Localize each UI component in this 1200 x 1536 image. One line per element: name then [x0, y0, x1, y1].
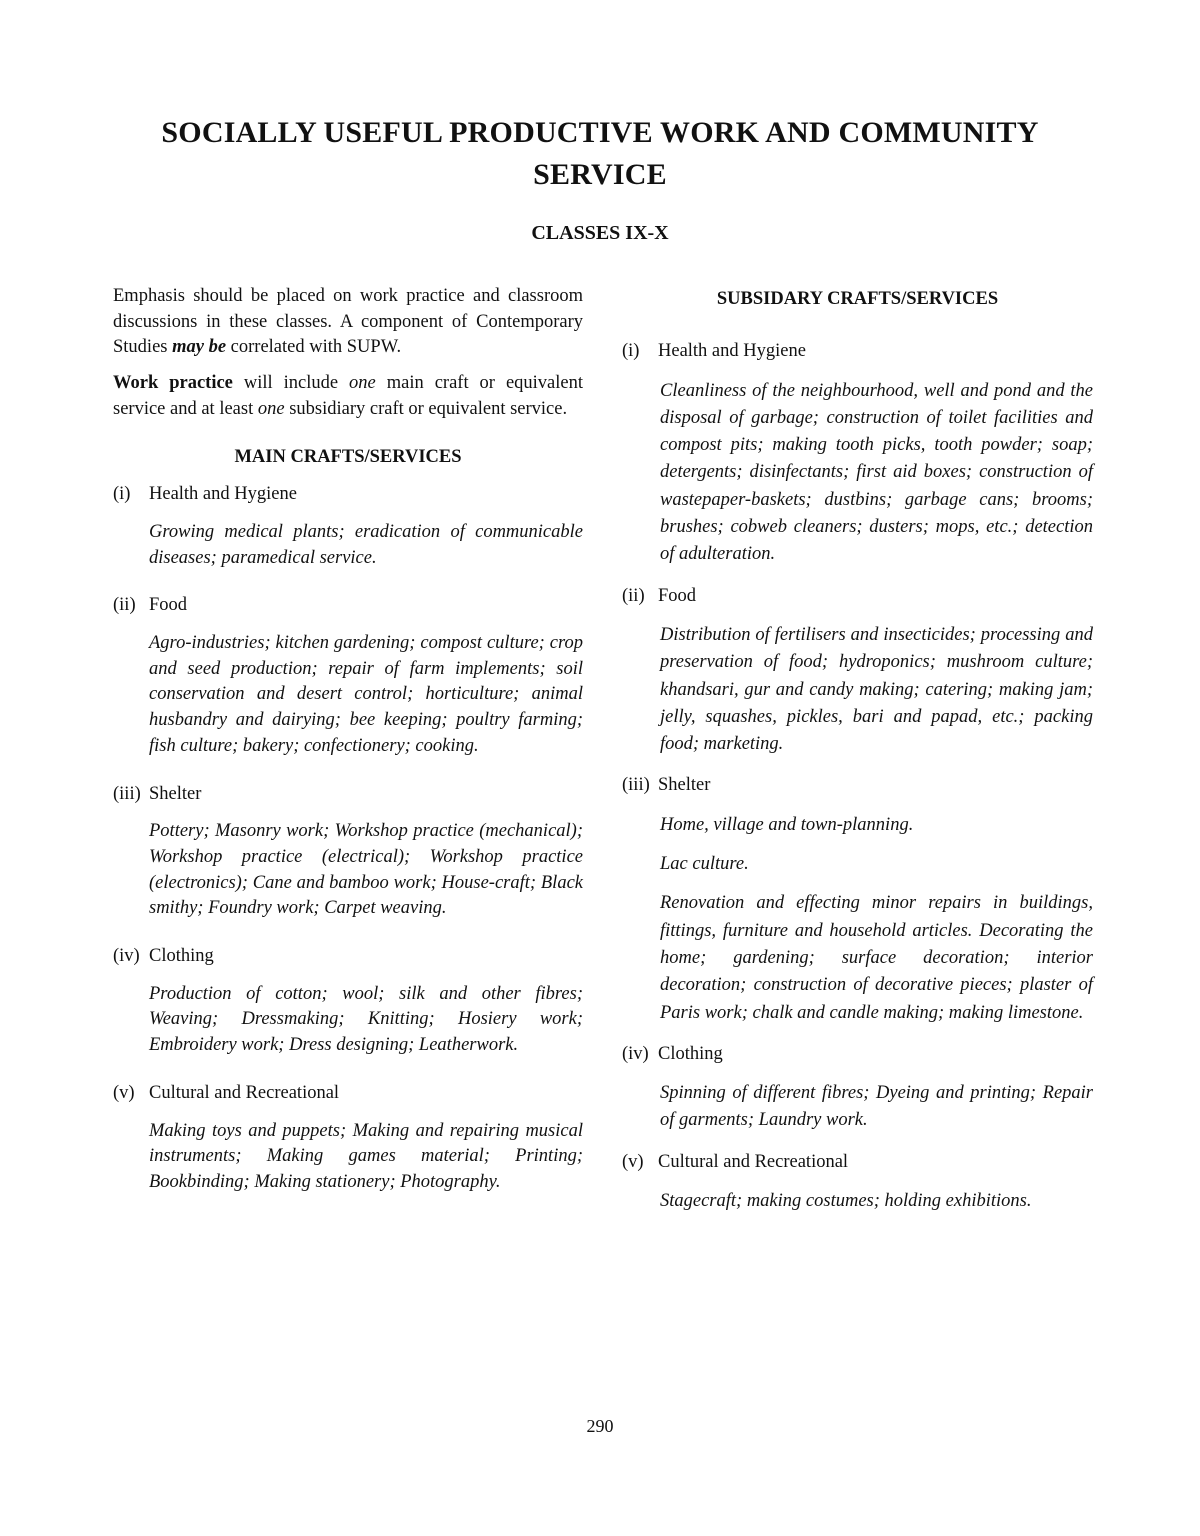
subsidiary-crafts-list	[622, 338, 1093, 1215]
item-description: Making toys and puppets; Making and repairing musical instruments; Making games material; Printing; Bookbinding; Making stationery; Photography.	[149, 1120, 583, 1192]
item-heading	[113, 944, 583, 970]
item-number: (ii)	[113, 595, 136, 616]
item-description: Cleanliness of the neighbourhood, well and pond and the disposal of garbage; construction of toilet facilities and compost pits; making tooth picks, tooth powder; soap; detergents; disinfectants; first aid boxes; construction of wastepaper-baskets; dustbins; garbage cans; brooms; brushes; cobweb cleaners; dusters; mops, etc.; detection of adulteration.	[660, 380, 1093, 565]
item-number: (iv)	[622, 1043, 649, 1064]
item-title: Food	[658, 585, 697, 606]
list-item	[113, 944, 583, 1059]
intro-paragraph-1	[113, 284, 583, 361]
item-description: Renovation and effecting minor repairs in buildings, fittings, furniture and household articles. Decorating the home; gardening; surface decoration; interior decoration; construction of decorative pieces; plaster of Paris work; chalk and candle making; making limestone.	[660, 893, 1093, 1023]
intro-emphasis: one	[349, 373, 376, 394]
item-heading	[113, 782, 583, 808]
item-heading	[113, 482, 583, 508]
page-number: 290	[586, 1416, 614, 1436]
item-description: Lac culture.	[660, 854, 749, 875]
item-heading	[622, 1041, 1093, 1068]
item-title: Cultural and Recreational	[149, 1082, 340, 1103]
intro-text: will include	[232, 373, 350, 394]
item-title: Clothing	[149, 946, 214, 967]
item-description: Distribution of fertilisers and insecticides; processing and preservation of food; hydroponics; mushroom culture; khandsari, gur and candy making; catering; making jam; jelly, squashes, pickles, bari and papad, etc.; packing food; marketing.	[660, 624, 1093, 755]
item-description: Production of cotton; wool; silk and other fibres; Weaving; Dressmaking; Knitting; Hosiery work; Embroidery work; Dress designing; Leatherwork.	[149, 983, 583, 1056]
intro-text: subsidiary craft or equivalent service.	[284, 398, 568, 419]
item-description: Growing medical plants; eradication of communicable diseases; paramedical service.	[149, 521, 583, 568]
intro-text: Emphasis should be placed on work practice and classroom discussions in these classes. A component of Contemporary Studies	[113, 286, 583, 358]
item-heading	[113, 1081, 583, 1107]
item-number: (ii)	[622, 585, 645, 606]
right-column	[622, 284, 1093, 1229]
list-item	[622, 338, 1093, 568]
list-item	[622, 1041, 1093, 1135]
item-title: Shelter	[658, 775, 711, 796]
item-description: Spinning of different fibres; Dyeing and printing; Repair of garments; Laundry work.	[660, 1083, 1093, 1131]
item-title: Shelter	[149, 783, 202, 804]
item-description: Stagecraft; making costumes; holding exhibitions.	[660, 1191, 1032, 1212]
intro-paragraph-2	[113, 371, 583, 422]
list-item	[113, 782, 583, 923]
list-item	[622, 1149, 1093, 1216]
item-number: (v)	[622, 1151, 644, 1172]
main-crafts-heading: MAIN CRAFTS/SERVICES	[234, 446, 462, 467]
work-practice-term: Work practice	[113, 373, 233, 394]
item-number: (v)	[113, 1082, 135, 1103]
list-item	[113, 482, 583, 571]
item-number: (i)	[622, 341, 640, 362]
intro-text: main craft or equivalent service and at least	[113, 373, 583, 419]
item-heading	[622, 1149, 1093, 1176]
item-number: (iii)	[113, 783, 141, 804]
list-item	[622, 583, 1093, 759]
item-title: Food	[149, 595, 188, 616]
list-item	[113, 1081, 583, 1196]
item-title: Cultural and Recreational	[658, 1151, 849, 1172]
left-column	[113, 284, 583, 1218]
main-crafts-list	[113, 482, 583, 1195]
item-number: (iii)	[622, 775, 650, 796]
intro-emphasis: one	[257, 398, 285, 419]
item-heading	[622, 772, 1093, 799]
item-number: (i)	[113, 484, 131, 505]
item-number: (iv)	[113, 946, 140, 967]
item-description: Pottery; Masonry work; Workshop practice (mechanical); Workshop practice (electrical); Workshop practice (electronics); Cane and bamboo work; House-craft; Black smithy; Foundry work; Carpet weaving.	[149, 821, 583, 919]
item-title: Health and Hygiene	[149, 484, 297, 505]
classes-subtitle: CLASSES IX-X	[531, 222, 669, 244]
subsidiary-crafts-heading: SUBSIDARY CRAFTS/SERVICES	[716, 289, 999, 309]
item-title: Health and Hygiene	[658, 341, 806, 362]
item-description: Home, village and town-planning.	[660, 814, 914, 835]
item-heading	[622, 338, 1093, 365]
intro-text: correlated with SUPW.	[226, 337, 402, 358]
list-item	[113, 593, 583, 759]
page-title: SOCIALLY USEFUL PRODUCTIVE WORK AND COMMUNITY SERVICE	[161, 116, 1039, 191]
intro-emphasis: may be	[172, 337, 227, 358]
item-title: Clothing	[658, 1043, 723, 1064]
list-item	[622, 772, 1093, 1026]
item-description: Agro-industries; kitchen gardening; compost culture; crop and seed production; repair of farm implements; soil conservation and desert control; horticulture; animal husbandry and dairying; bee keeping; poultry farming; fish culture; bakery; confectionery; cooking.	[149, 633, 583, 756]
item-heading	[113, 593, 583, 619]
item-heading	[622, 583, 1093, 610]
